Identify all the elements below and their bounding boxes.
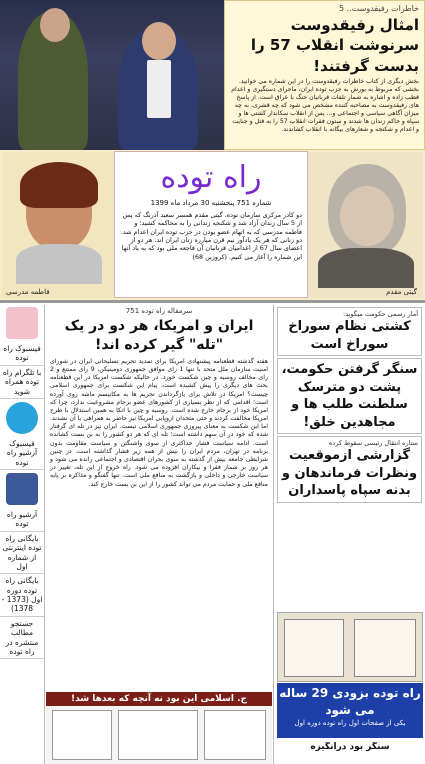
masthead <box>114 151 308 298</box>
left-portrait-caption: فاطمه مدرسی <box>6 288 50 296</box>
irgc-headline[interactable]: گزارشی ازموقعیت ونظرات فرماندهان و بدنه سپاه پاسداران <box>281 448 418 499</box>
anniversary-subtitle: یکی از صفحات اول راه توده دوره اول <box>294 718 406 727</box>
top-news-photo <box>0 0 224 150</box>
memoir-body: بخش دیگری از کتاب خاطرات رفیقدوست را در این شماره می خوانید. بخشی که مربوط به یورش به حزب توده ایران، ماجرای دستگیری و اعدام قطب زاده و اشاره به شمار تلفات قربانیان جنگ با عراق است. از پاسخ های رفیقدوست به مصاحبه کننده مشخص می شود که چه قشری، به چه میزان آگاهی سیاسی و اجتماعی و... پس از انقلاب سکاندار کشتی ها و سپاه و حاکم زندان ها شدند و ستون فقرات انقلاب 57 را به قتل و جنایت و اعدام و شکنجه و شعارهای بیگانه با انقلاب کشاندند. <box>231 77 419 134</box>
first-series-archive-link[interactable]: بایگانی راه توده دوره اول (1373 - 1378) <box>0 574 44 617</box>
newspaper-clippings-image <box>46 706 272 764</box>
old-front-pages-image <box>277 612 423 682</box>
scarecrow-box <box>277 358 422 434</box>
scarecrow-headline[interactable]: سنگر گرفتن حکومت، پشت دو مترسک سلطنت طلب ها و مجاهدین خلق! <box>281 362 418 430</box>
bottom-teaser[interactable]: سنگر بود درانگیزه <box>310 742 390 752</box>
facebook-archive-link[interactable]: فیسبوک آرشیو راه توده <box>0 437 44 470</box>
telegram-link[interactable]: با تلگرام راه توده همراه شوید <box>0 366 44 399</box>
online-archive-link[interactable]: بایگانی راه توده اینترنتی از شماره اول <box>0 532 44 575</box>
memoir-kicker: خاطرات رفیقدوست.. 5 <box>339 4 419 13</box>
search-link[interactable]: جستجو مطالب منتشره در راه توده <box>0 617 44 660</box>
stats-box <box>277 307 422 356</box>
memoir-headline[interactable]: امثال رفیقدوست سرنوشت انقلاب 57 را بدست گرفتند! <box>250 16 419 75</box>
facebook-icon[interactable] <box>6 473 38 505</box>
editorial-headline[interactable]: ایران و امریکا، هر دو در یک "تله" گیر کرده اند! <box>64 318 254 353</box>
irgc-box <box>277 436 422 503</box>
history-banner[interactable]: ج. اسلامی این بود نه آنچه که بعدها شد! <box>46 692 272 706</box>
anniversary-box[interactable] <box>277 683 423 738</box>
stats-kicker: آمار رسمی حکومت میگوید: <box>343 310 418 318</box>
rose-image-icon <box>6 307 38 339</box>
stats-headline[interactable]: کشتی نظام سوراخ سوراخ است <box>288 319 411 352</box>
left-portrait <box>2 152 114 298</box>
memoir-article <box>224 0 425 150</box>
left-sidebar <box>0 305 45 764</box>
editorial-kicker: سرمقاله راه توده 751 <box>125 307 193 315</box>
section-divider <box>0 300 425 303</box>
masthead-blurb: دو کادر مرکزی سازمان توده، گیتی مقدم همسر سعید آذرنگ که پس از 5 سال زندان آزاد شد و شکنجه زندانی را به محاکمه کشید؛ و فاطمه مدرسی که به اتهام عضو بودن در حزب توده ایران اعدام شد. دو زنانی که هر یک یادآور نیم قرن مبارزه زنان ایران اند. هر دو از اعضای سال 67 ار اعدامیان قربانیان آن فاجعه ملی بود که به یاد آنها این شماره را آغاز می کنیم. (کروزین 68) <box>120 211 302 261</box>
issue-line: شماره 751 پنجشنبه 30 مرداد ماه 1399 <box>150 199 272 207</box>
anniversary-title: راه توده بزودی 29 ساله می شود <box>279 686 421 717</box>
masthead-logo[interactable]: راه توده <box>160 160 262 195</box>
irgc-kicker: ستاره انتقال رئیسی سقوط کرده <box>329 439 418 448</box>
right-portrait <box>308 152 423 298</box>
archive-link[interactable]: آرشیو راه توده <box>0 508 44 532</box>
right-portrait-caption: گیتی مقدم <box>386 288 417 296</box>
editorial-body: هفته گذشته قطعنامه پیشنهادی امریکا برای تمدید تحریم تسلیحاتی ایران در شورای امنیت سازمان ملل متحد با تنها 1 رای موافق جمهوری دومینیکن، 9 رای ممتنع و 2 رای مخالف روسیه و چین شکست خورد. در حالیکه شکست امریکا در این قطعنامه بحث های دیگری را پیش کشیده است، پیام این شکست برای جمهوری اسلامی چیست؟ امریکا در تلاش برای بازگرداندن تحریم ها به مکانیسم ماشه روی آورده است؛ اقدامی که از نظر بسیاری از کشورهای عضو برجام مشروعیت ندارد، چرا که امریکا خود از برجام خارج شده است. روسیه و چین با اتکا به همین استدلال با طرح امریکا مخالفت کردند و حتی متحدان اروپایی امریکا نیز حاضر به همراهی با آن نشدند. اما این شکست به معنای پیروزی جمهوری اسلامی نیست. ایران نیز در تله ای گرفتار شده که خود در آن سهم داشته است؛ تله ای که هر دو کشور را به بن بست کشانده است. ادامه سیاست فشار حداکثری از سوی واشنگتن و سیاست مقاومت بدون برنامه در تهران، مردم ایران را بیش از همه زیر فشار گذاشته است. در چنین شرایطی جامعه بیش از گذشته به سوی بحران اقتصادی و اجتماعی رانده می شود و هر روز بر شمار فقرا و بیکاران افزوده می شود. راه خروج از این تله، تغییر در سیاست خارجی و داخلی و بازگشت به منافع ملی است. تنها گفتگو و مذاکره بر پایه منافع ملی و حمایت مردم می تواند کشور را از این بن بست خارج کند. <box>50 357 268 488</box>
telegram-icon[interactable] <box>6 402 38 434</box>
facebook-link[interactable]: فیسبوک راه توده <box>0 342 44 366</box>
